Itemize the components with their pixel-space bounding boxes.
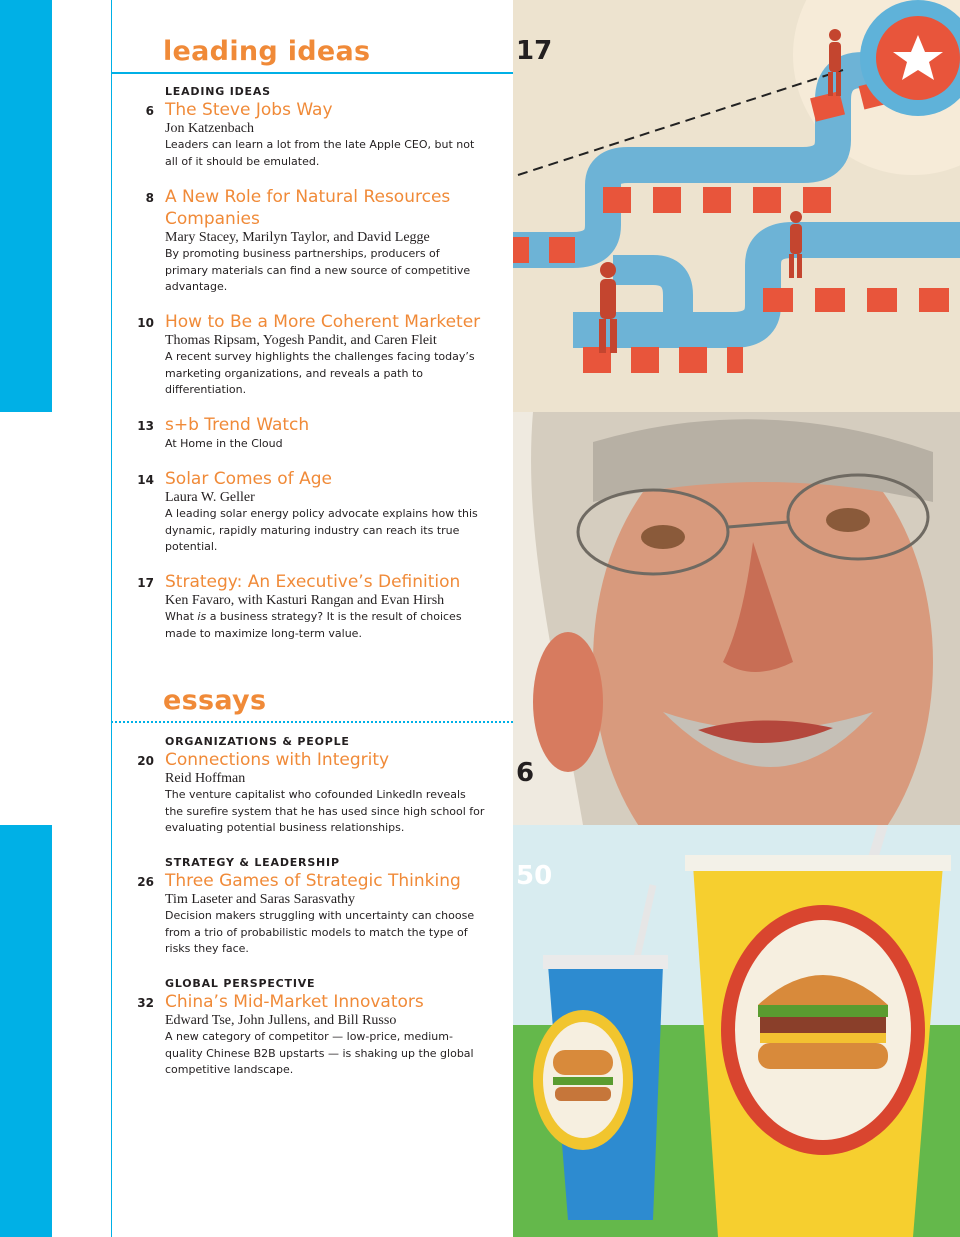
article-description: The venture capitalist who cofounded LinkedIn reveals the surefire system that he has used since high school for evaluating potential business relationships.: [165, 788, 485, 834]
article-author: Reid Hoffman: [165, 771, 246, 786]
article-title[interactable]: A New Role for Natural Resources Companies: [165, 187, 451, 229]
illustration-path: [513, 0, 960, 412]
article-description: At Home in the Cloud: [165, 437, 283, 450]
page-number: 17: [137, 576, 154, 590]
page-number: 10: [137, 316, 154, 330]
page-number: 8: [145, 191, 154, 205]
article-title[interactable]: How to Be a More Coherent Marketer: [165, 312, 481, 332]
article-description: A recent survey highlights the challenges facing today’s marketing organizations, and reveals a path to differentiation.: [165, 350, 475, 396]
description-text: a business strategy? It is the result of choices made to maximize long-term value.: [165, 610, 462, 640]
article-title[interactable]: The Steve Jobs Way: [165, 100, 333, 120]
category-label: ORGANIZATIONS & PEOPLE: [165, 735, 350, 748]
article-author: Mary Stacey, Marilyn Taylor, and David Legge: [165, 230, 430, 245]
section-title-essays: essays: [163, 685, 267, 716]
article-title[interactable]: Strategy: An Executive’s Definition: [165, 572, 461, 592]
section-title-leading-ideas: leading ideas: [163, 36, 371, 67]
article-title[interactable]: s+b Trend Watch: [165, 415, 310, 435]
page-number: 20: [137, 754, 154, 768]
article-description: Decision makers struggling with uncertainty can choose from a trio of probabilistic models to match the type of risks they face.: [165, 909, 475, 955]
illustration-cups: [513, 825, 960, 1237]
page-number: 13: [137, 419, 154, 433]
article-title[interactable]: Three Games of Strategic Thinking: [165, 871, 461, 891]
article-description: [165, 609, 485, 642]
art-page-number: 50: [516, 861, 553, 891]
article-title[interactable]: Solar Comes of Age: [165, 469, 332, 489]
page-number: 26: [137, 875, 154, 889]
page-number: 32: [137, 996, 154, 1010]
article-title[interactable]: Connections with Integrity: [165, 750, 390, 770]
article-description: By promoting business partnerships, producers of primary materials can find a new source of competitive advantage.: [165, 247, 471, 293]
section-rule-leading-ideas: [111, 72, 513, 74]
article-author: Edward Tse, John Jullens, and Bill Russo: [165, 1013, 397, 1028]
page-number: 6: [145, 104, 154, 118]
article-description: Leaders can learn a lot from the late Apple CEO, but not all of it should be emulated.: [165, 138, 475, 168]
illustration-portrait: [513, 412, 960, 825]
article-author: Thomas Ripsam, Yogesh Pandit, and Caren Fleit: [165, 333, 437, 348]
article-author: Tim Laseter and Saras Sarasvathy: [165, 892, 355, 907]
page-number: 14: [137, 473, 154, 487]
left-accent-bar-bottom: [0, 825, 52, 1237]
description-emphasis: is: [197, 610, 207, 623]
category-label: GLOBAL PERSPECTIVE: [165, 977, 316, 990]
article-author: Ken Favaro, with Kasturi Rangan and Evan Hirsh: [165, 593, 445, 608]
section-rule-essays: [111, 721, 513, 723]
article-description: A leading solar energy policy advocate explains how this dynamic, rapidly maturing industry can reach its true potential.: [165, 507, 478, 553]
art-page-number: 17: [516, 36, 553, 66]
article-description: A new category of competitor — low-price, medium-quality Chinese B2B upstarts — is shaking up the global competitive landscape.: [165, 1030, 474, 1076]
article-title[interactable]: China’s Mid-Market Innovators: [165, 992, 424, 1012]
category-label: STRATEGY & LEADERSHIP: [165, 856, 340, 869]
category-label: LEADING IDEAS: [165, 85, 271, 98]
article-author: Laura W. Geller: [165, 490, 255, 505]
margin-rule: [111, 0, 112, 1237]
article-author: Jon Katzenbach: [165, 121, 255, 136]
art-page-number: 6: [516, 758, 535, 788]
left-accent-bar-top: [0, 0, 52, 412]
description-text: What: [165, 610, 198, 623]
